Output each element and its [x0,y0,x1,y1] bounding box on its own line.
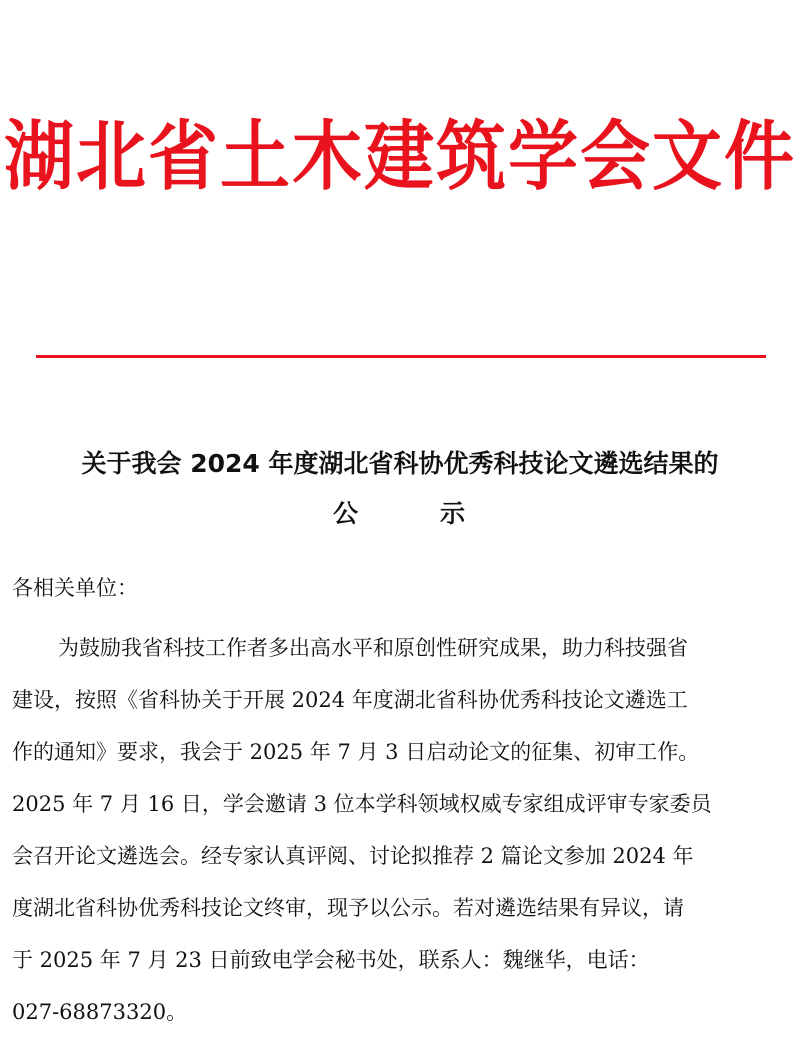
body-line: 建设，按照《省科协关于开展 2024 年度湖北省科协优秀科技论文遴选工 [12,688,688,712]
body-line: 027-68873320。 [12,1000,188,1024]
document-title-line-1: 关于我会 2024 年度湖北省科协优秀科技论文遴选结果的 [81,449,719,478]
body-line: 为鼓励我省科技工作者多出高水平和原创性研究成果，助力科技强省 [58,636,688,660]
body-line: 会召开论文遴选会。经专家认真评阅、讨论拟推荐 2 篇论文参加 2024 年 [12,844,694,868]
body-line: 作的通知》要求，我会于 2025 年 7 月 3 日启动论文的征集、初审工作。 [12,740,700,764]
document-title-line-2 [0,494,800,530]
body-line: 2025 年 7 月 16 日，学会邀请 3 位本学科领域权威专家组成评审专家委员 [12,792,712,816]
body-line: 于 2025 年 7 月 23 日前致电学会秘书处，联系人：魏继华，电话： [12,948,650,972]
letterhead-red-rule [36,355,766,358]
letterhead-title: 湖北省土木建筑学会文件 [4,112,796,201]
salutation: 各相关单位： [12,576,138,600]
document-title-char-1: 公 [332,499,360,528]
document-title-char-2: 示 [440,499,468,528]
body-line: 度湖北省科协优秀科技论文终审，现予以公示。若对遴选结果有异议，请 [12,896,684,920]
